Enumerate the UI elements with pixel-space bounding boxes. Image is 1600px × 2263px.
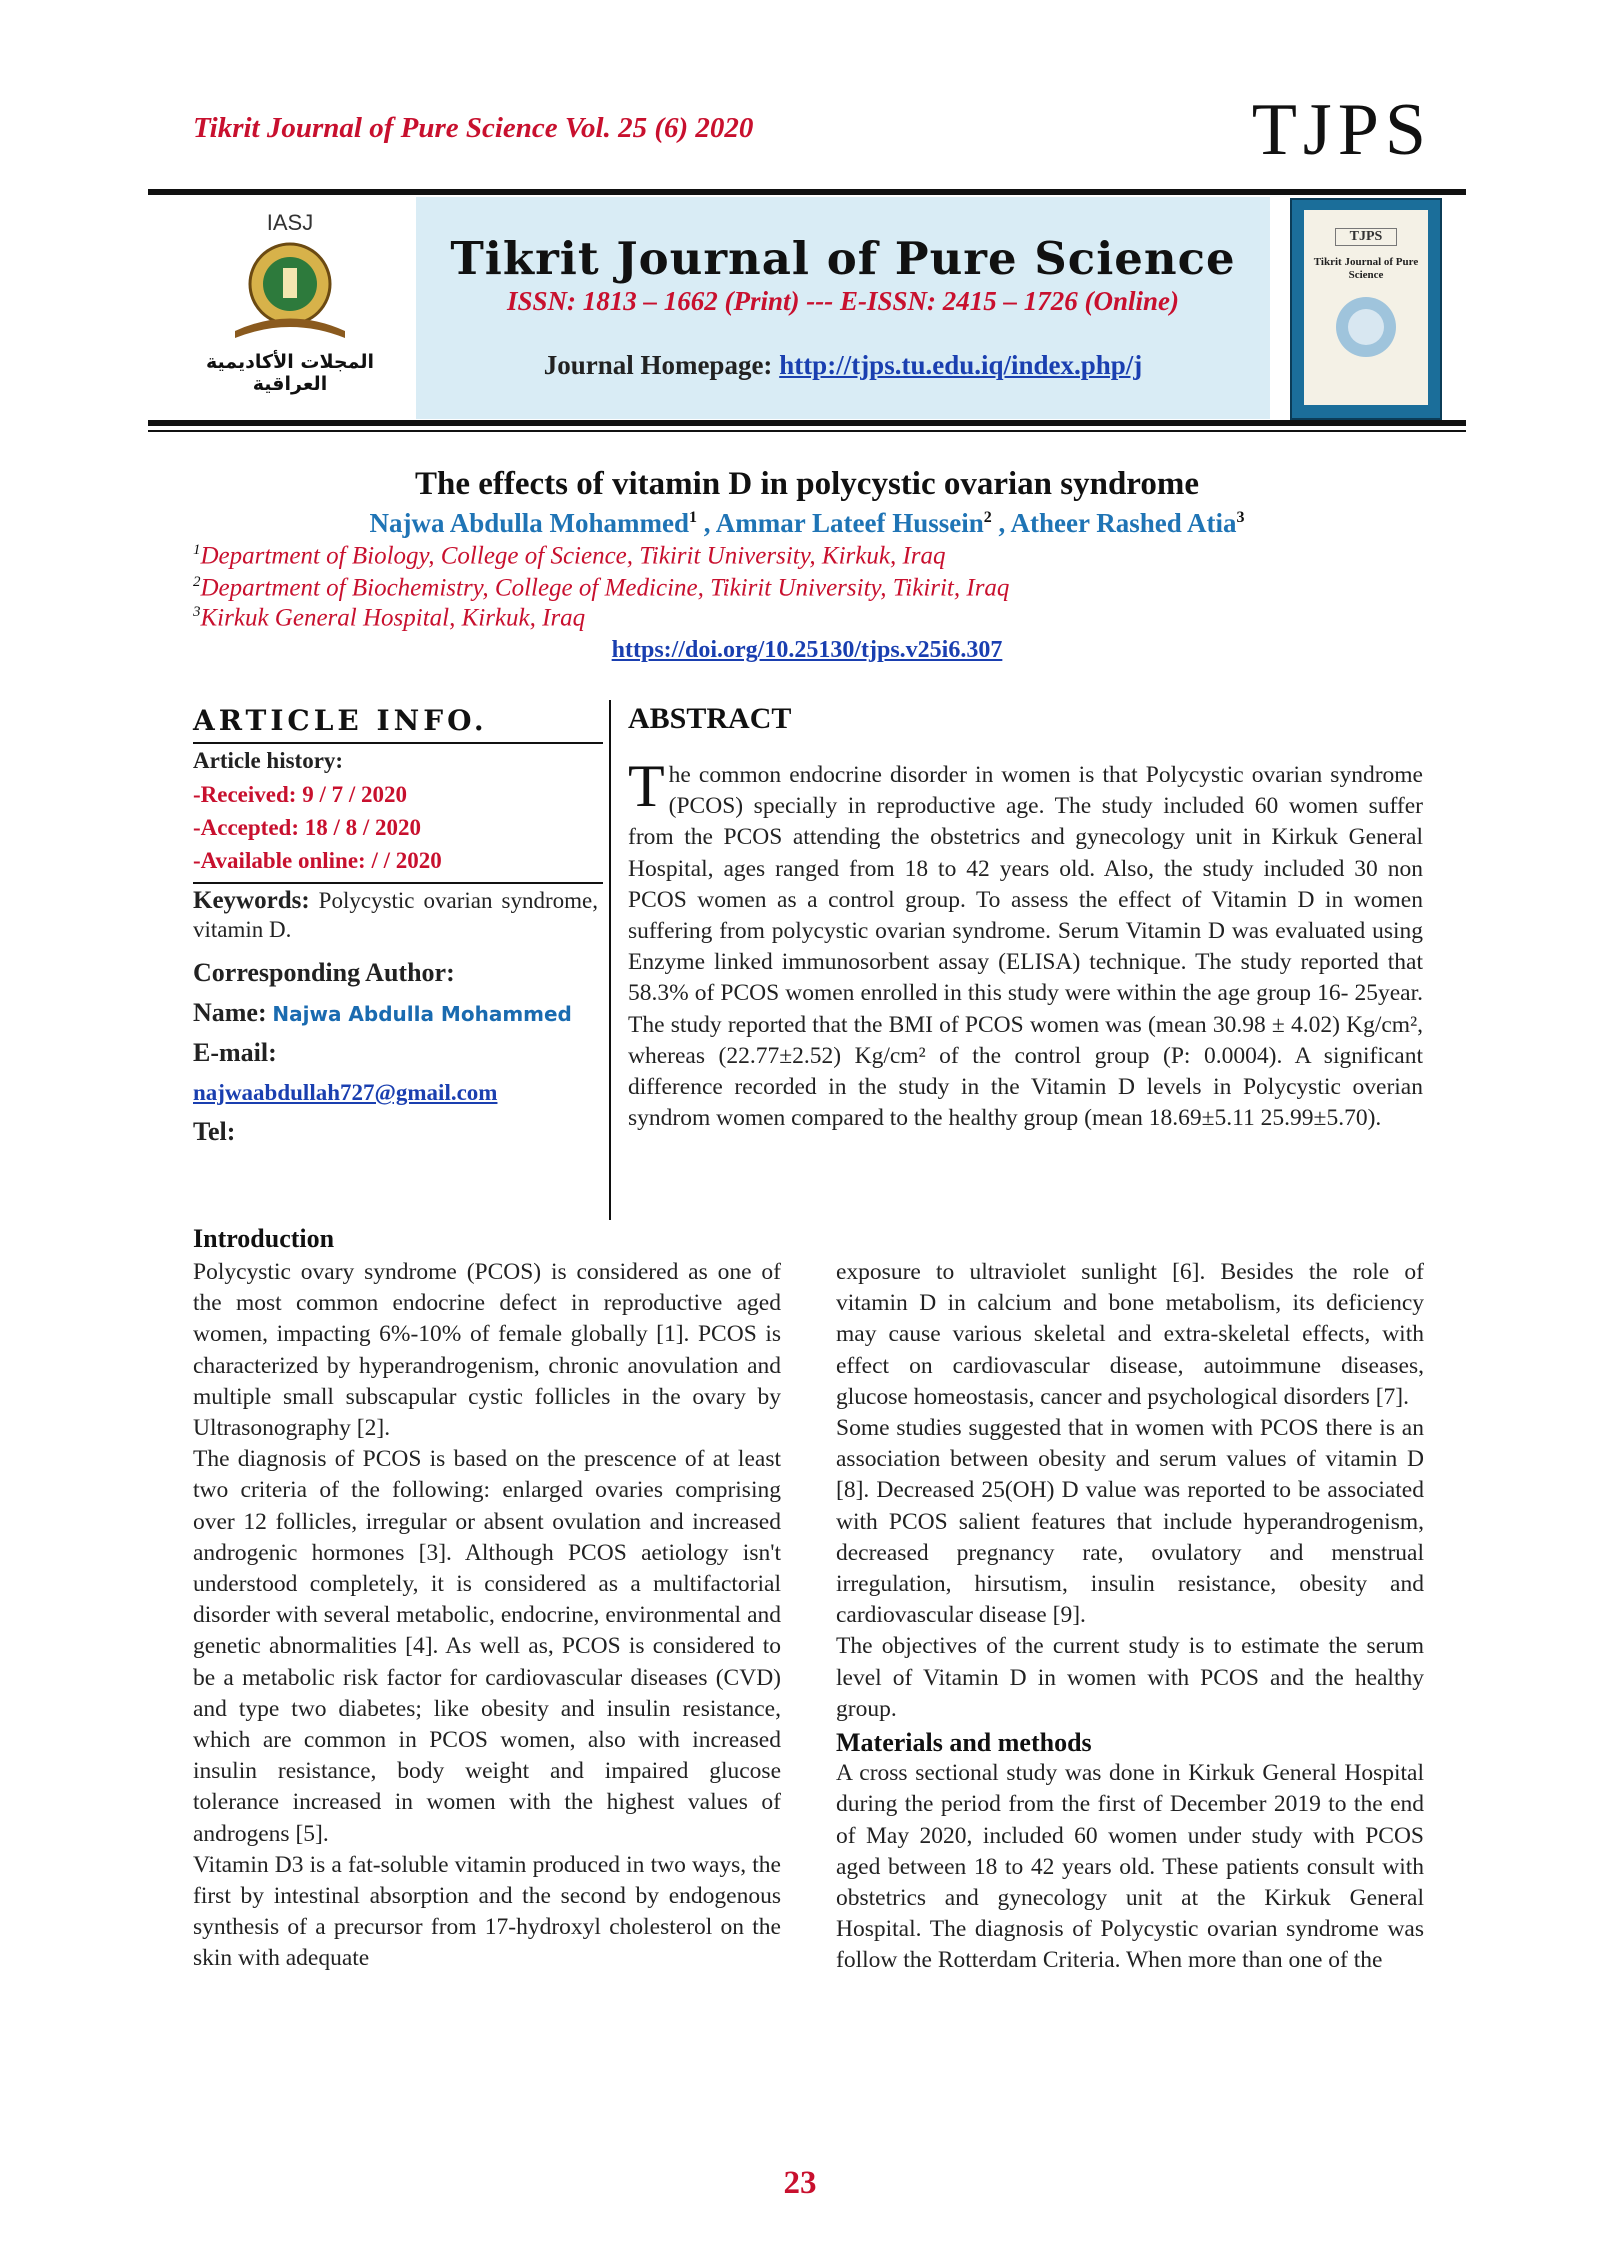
methods-paragraph-1: A cross sectional study was done in Kirkuk General Hospital during the period from the first of December 2019 to the end of May 2020, included 60 women under study with PCOS aged between 18 to 42 years old. These patients consult with obstetrics and gynecology unit at the Kirkuk General Hospital. The diagnosis of Polycystic ovarian syndrome was follow the Rotterdam Criteria. When more than one of the bbox=[836, 1760, 1424, 1974]
name-label: Name: bbox=[193, 998, 267, 1027]
paper-title: The effects of vitamin D in polycystic ovarian syndrome bbox=[415, 466, 1199, 502]
received-date bbox=[193, 782, 407, 808]
header-rule-top bbox=[148, 189, 1466, 195]
right-column bbox=[836, 1257, 1424, 1977]
article-info-rule bbox=[193, 742, 603, 744]
available-label: -Available online: bbox=[193, 848, 366, 873]
keywords-label: Keywords: bbox=[193, 887, 310, 914]
accepted-label: -Accepted: bbox=[193, 815, 300, 840]
abstract-body bbox=[628, 753, 1423, 1134]
cover-title: Tikrit Journal of Pure Science bbox=[1313, 256, 1419, 281]
author-2-sup: 2 bbox=[983, 509, 992, 526]
keywords bbox=[193, 886, 598, 944]
journal-title: Tikrit Journal of Pure Science bbox=[450, 232, 1236, 285]
left-column bbox=[193, 1257, 781, 1975]
iasj-logo bbox=[175, 210, 405, 395]
keywords-value: Polycystic ovarian syndrome, vitamin D. bbox=[193, 888, 598, 942]
author-1-sup: 1 bbox=[689, 509, 697, 526]
corresponding-author-label: Corresponding Author: bbox=[193, 958, 455, 987]
running-header: Tikrit Journal of Pure Science Vol. 25 (6) 2020 bbox=[193, 112, 754, 144]
cover-art-icon bbox=[1304, 282, 1428, 372]
header-rule-bottom bbox=[148, 420, 1466, 426]
page-number: 23 bbox=[783, 2165, 817, 2201]
received-label: -Received: bbox=[193, 782, 297, 807]
email-label: E-mail: bbox=[193, 1038, 277, 1067]
abstract-heading: ABSTRACT bbox=[628, 702, 792, 735]
available-online-date bbox=[193, 848, 442, 874]
affiliation-3-text: Kirkuk General Hospital, Kirkuk, Iraq bbox=[200, 604, 586, 632]
article-info-heading: ARTICLE INFO. bbox=[193, 704, 488, 737]
header-rule-bottom-thin bbox=[148, 430, 1466, 432]
affiliation-2-sup: 2 bbox=[193, 574, 201, 590]
name-value: Najwa Abdulla Mohammed bbox=[272, 1002, 572, 1026]
available-value: / / 2020 bbox=[365, 848, 442, 873]
abstract-dropcap: T bbox=[628, 753, 665, 819]
logo-arabic-text: المجلات الأكاديمية العراقية bbox=[206, 351, 374, 395]
author-1: Najwa Abdulla Mohammed bbox=[369, 508, 689, 538]
intro-paragraph-2: The diagnosis of PCOS is based on the prescence of at least two criteria of the following: enlarged ovaries comprising over 12 follicles, irregular or absent ovulation and increased androgenic hormones [3]. Although PCOS aetiology isn't understood completely, it is considered as a multifactorial disorder with several metabolic, endocrine, environmental and genetic abnormalities [4]. As well as, PCOS is considered to be a metabolic risk factor for cardiovascular diseases (CVD) and type two diabetes; like obesity and insulin resistance, which are common in PCOS women, also with increased insulin resistance, body weight and impaired glucose tolerance increased in women with the highest values of androgens [5]. bbox=[193, 1446, 781, 1847]
author-2: Ammar Lateef Hussein bbox=[715, 508, 984, 538]
homepage-link[interactable]: http://tjps.tu.edu.iq/index.php/j bbox=[779, 350, 1143, 380]
logo-top-text: IASJ bbox=[266, 210, 314, 235]
affiliation-3 bbox=[193, 604, 585, 632]
author-list: Najwa Abdulla Mohammed$^1$ , Ammar Lateef Hussein$^2$ , Atheer Rashed Atia$^3$ bbox=[369, 508, 1245, 538]
tel-label: Tel: bbox=[193, 1117, 236, 1146]
homepage-line bbox=[416, 350, 1270, 381]
right-paragraph-1: exposure to ultraviolet sunlight [6]. Besides the role of vitamin D in calcium and bone metabolism, its deficiency may cause various skeletal and extra-skeletal effects, with effect on cardiovascular disease, autoimmune diseases, glucose homeostasis, cancer and psychological disorders [7]. bbox=[836, 1259, 1424, 1410]
accepted-date bbox=[193, 815, 421, 841]
author-3-sup: 3 bbox=[1236, 509, 1245, 526]
emblem-icon bbox=[175, 236, 405, 346]
corresponding-name bbox=[193, 998, 572, 1028]
methods-heading: Materials and methods bbox=[836, 1728, 1092, 1758]
received-value: 9 / 7 / 2020 bbox=[296, 782, 407, 807]
affiliation-2 bbox=[193, 574, 1009, 602]
cover-brand: TJPS bbox=[1335, 228, 1397, 246]
doi-line bbox=[148, 637, 1466, 664]
email-link[interactable]: najwaabdullah727@gmail.com bbox=[193, 1080, 498, 1105]
affiliation-1-sup: 1 bbox=[193, 542, 201, 558]
journal-cover-thumbnail bbox=[1290, 198, 1442, 420]
affiliation-1-text: Department of Biology, College of Science, Tikirit University, Kirkuk, Iraq bbox=[200, 542, 946, 570]
intro-paragraph-3: Vitamin D3 is a fat-soluble vitamin produced in two ways, the first by intestinal absorption and the second by endogenous synthesis of a precursor from 17-hydroxyl cholesterol on the skin with adequate bbox=[193, 1851, 781, 1972]
accepted-value: 18 / 8 / 2020 bbox=[299, 815, 422, 840]
right-paragraph-2: Some studies suggested that in women with PCOS there is an association between obesity and serum values of vitamin D [8]. Decreased 25(OH) D value was reported to be associated with PCOS salient features that include hyperandrogenism, decreased pregnancy rate, ovulatory and menstrual irregulation, hirsutism, insulin resistance, obesity and cardiovascular disease [9]. bbox=[836, 1415, 1424, 1629]
author-3: Atheer Rashed Atia bbox=[1010, 508, 1237, 538]
info-abstract-divider bbox=[609, 700, 611, 1220]
doi-link[interactable]: https://doi.org/10.25130/tjps.v25i6.307 bbox=[611, 637, 1003, 663]
introduction-heading: Introduction bbox=[193, 1224, 335, 1253]
abstract-text: he common endocrine disorder in women is that Polycystic ovarian syndrome (PCOS) specially in reproductive age. The study included 60 women suffer from the PCOS attending the obstetrics and gynecology unit in Kirkuk General Hospital, ages ranged from 18 to 42 years old. Also, the study included 30 non PCOS women as a control group. To assess the effect of Vitamin D in women suffering from polycystic ovarian syndrome. Serum Vitamin D was evaluated using Enzyme linked immunosorbent assay (ELISA) technique. The study reported that 58.3% of PCOS women enrolled in this study were within the age group 16- 25year. The study reported that the BMI of PCOS women was (mean 30.98 ± 4.02) Kg/cm², whereas (22.77±2.52) Kg/cm² of the control group (P: 0.0004). A significant difference recorded in the study in the Vitamin D levels in Polycystic overian syndrom women compared to the healthy group (mean 18.69±5.11 25.99±5.70). bbox=[628, 762, 1423, 1132]
email-line bbox=[193, 1080, 497, 1106]
homepage-label: Journal Homepage: bbox=[543, 350, 780, 380]
intro-paragraph-1: Polycystic ovary syndrome (PCOS) is considered as one of the most common endocrine defect in reproductive aged women, impacting 6%-10% of female globally [1]. PCOS is characterized by hyperandrogenism, chronic anovulation and multiple small subscapular cystic follicles in the ovary by Ultrasonography [2]. bbox=[193, 1259, 781, 1442]
right-paragraph-3: The objectives of the current study is to estimate the serum level of Vitamin D in women with PCOS and the healthy group. bbox=[836, 1633, 1424, 1722]
article-info-rule-2 bbox=[193, 882, 603, 884]
affiliation-2-text: Department of Biochemistry, College of Medicine, Tikirit University, Tikirit, Iraq bbox=[200, 574, 1010, 602]
affiliation-3-sup: 3 bbox=[193, 604, 201, 620]
issn-line: ISSN: 1813 – 1662 (Print) --- E-ISSN: 2415 – 1726 (Online) bbox=[506, 286, 1180, 316]
article-history-label: Article history: bbox=[193, 748, 344, 773]
affiliation-1 bbox=[193, 542, 946, 570]
journal-brand: TJPS bbox=[1251, 89, 1432, 171]
